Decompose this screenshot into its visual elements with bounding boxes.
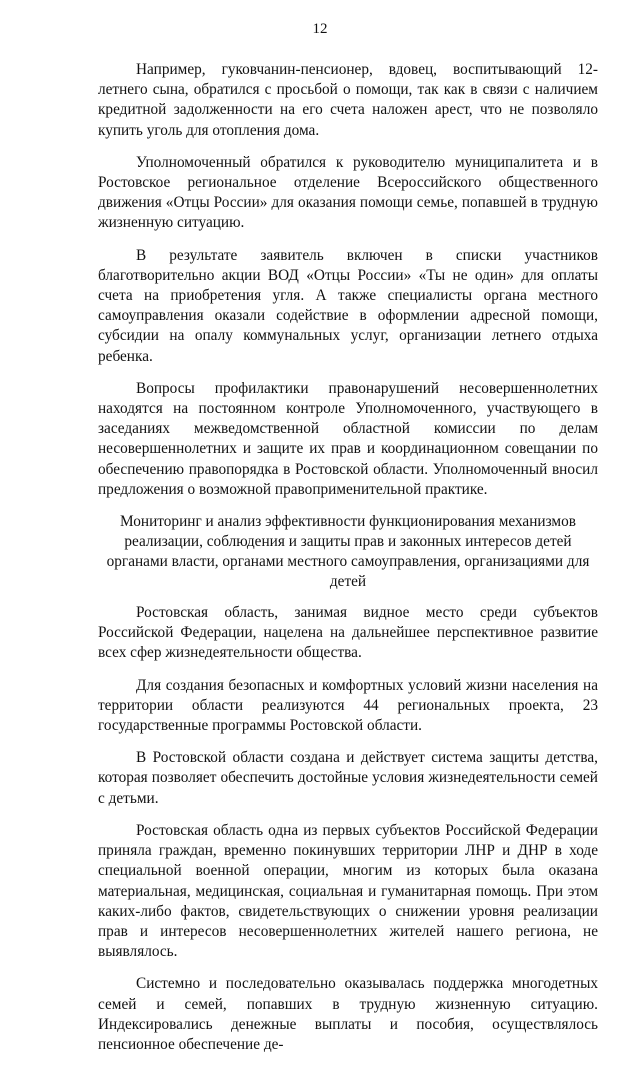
- paragraph: Ростовская область, занимая видное место среди субъектов Российской Федерации, нацелена на дальнейшее перспективное развитие всех сфер жизнедеятельности общества.: [98, 604, 598, 662]
- paragraph: Уполномоченный обратился к руководителю муниципалитета и в Ростовское региональное отделение Всероссийского общественного движения «Отцы России» для оказания помощи семье, попавшей в трудную жизненную ситуацию.: [98, 153, 598, 232]
- paragraph: Для создания безопасных и комфортных условий жизни населения на территории области реализуются 44 региональных проекта, 23 государственные программы Ростовской области.: [98, 676, 598, 735]
- paragraph: Ростовская область одна из первых субъектов Российской Федерации приняла граждан, временно покинувших территории ЛНР и ДНР в ходе специальной военной операции, многим из которых была оказана материальная, медицинская, социальная и гуманитарная помощь. При этом каких-либо фактов, свидетельствующих о снижении уровня реализации прав и интересов несовершеннолетних жителей нашего региона, не выявлялось.: [98, 821, 598, 961]
- paragraph: Вопросы профилактики правонарушений несовершеннолетних находятся на постоянном контроле Уполномоченного, участвующего в заседаниях межведомственной областной комиссии по делам несовершеннолетних и защите их прав и координационном совещании по обеспечению правопорядка в Ростовской области. Уполномоченный вносил предложения о возможной правоприменительной практике.: [98, 379, 598, 498]
- paragraph: Например, гуковчанин-пенсионер, вдовец, воспитывающий 12-летнего сына, обратился с просьбой о помощи, так как в связи с наличием кредитной задолженности на его счета наложен арест, что не позволяло купить уголь для отопления дома.: [98, 61, 598, 139]
- paragraph: В результате заявитель включен в списки участников благотворительно акции ВОД «Отцы России» «Ты не один» для оплаты счета на приобретения угля. А также специалисты органа местного самоуправления оказали содействие в оформлении адресной помощи, субсидии на опалу коммунальных услуг, организации летнего отдыха ребенка.: [98, 246, 598, 365]
- page-number: 12: [312, 21, 328, 37]
- document-body: [98, 60, 598, 1067]
- paragraph: Системно и последовательно оказывалась поддержка многодетных семей и семей, попавших в трудную жизненную ситуацию. Индексировались денежные выплаты и пособия, осуществлялось пенсионное обеспечение де-: [98, 975, 598, 1053]
- section-heading: Мониторинг и анализ эффективности функционирования механизмов реализации, соблюдения и защиты прав и законных интересов детей органами власти, органами местного самоуправления, организациями для детей: [106, 513, 590, 591]
- paragraph: В Ростовской области создана и действует система защиты детства, которая позволяет обеспечить достойные условия жизнедеятельности семей с детьми.: [98, 749, 598, 807]
